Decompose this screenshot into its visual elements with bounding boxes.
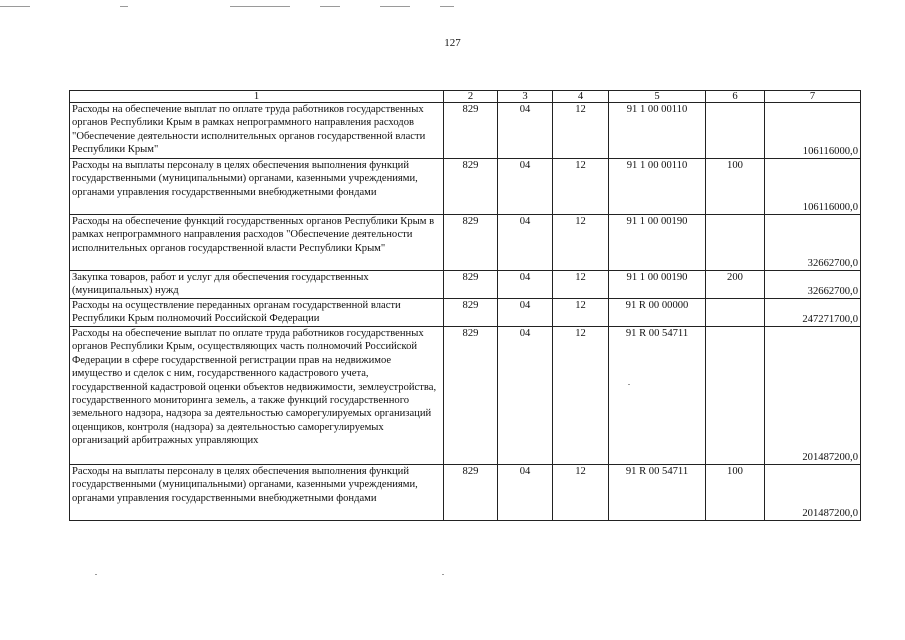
amount: 106116000,0 xyxy=(765,159,861,215)
expense-type-code xyxy=(706,103,765,159)
section-code: 04 xyxy=(498,299,553,327)
table-row xyxy=(70,159,861,215)
scan-edge-mark xyxy=(0,6,30,7)
scan-speck xyxy=(442,574,444,575)
row-description: Расходы на выплаты персоналу в целях обеспечения выполнения функций государственными (муниципальными) органами, казенными учреждениями, органами управления государственными внебюджетными фондами xyxy=(70,159,444,215)
row-description: Расходы на выплаты персоналу в целях обеспечения выполнения функций государственными (муниципальными) органами, казенными учреждениями, органами управления государственными внебюджетными фондами xyxy=(70,465,444,521)
row-description: Расходы на осуществление переданных органам государственной власти Республики Крым полномочий Российской Федерации xyxy=(70,299,444,327)
amount: 32662700,0 xyxy=(765,215,861,271)
column-header: 4 xyxy=(553,91,609,103)
section-code: 04 xyxy=(498,159,553,215)
section-code: 04 xyxy=(498,215,553,271)
column-header: 6 xyxy=(706,91,765,103)
table-row xyxy=(70,465,861,521)
target-article-code: 91 R 00 54711 xyxy=(609,327,706,465)
column-header: 7 xyxy=(765,91,861,103)
column-header: 2 xyxy=(444,91,498,103)
subsection-code: 12 xyxy=(553,465,609,521)
table-row xyxy=(70,327,861,465)
expense-type-code xyxy=(706,299,765,327)
page-number: 127 xyxy=(444,37,461,49)
subsection-code: 12 xyxy=(553,299,609,327)
scan-speck xyxy=(95,574,97,575)
row-description: Расходы на обеспечение выплат по оплате труда работников государственных органов Республики Крым в рамках непрограммного направления расходов "Обеспечение деятельности исполнительных органов государственной власти Республики Крым" xyxy=(70,103,444,159)
grbs-code: 829 xyxy=(444,465,498,521)
scan-speck xyxy=(628,384,630,385)
table-header-row xyxy=(70,91,861,103)
section-code: 04 xyxy=(498,327,553,465)
target-article-code: 91 R 00 54711 xyxy=(609,465,706,521)
subsection-code: 12 xyxy=(553,327,609,465)
expense-type-code: 100 xyxy=(706,159,765,215)
grbs-code: 829 xyxy=(444,327,498,465)
amount: 106116000,0 xyxy=(765,103,861,159)
grbs-code: 829 xyxy=(444,159,498,215)
budget-table xyxy=(69,90,861,521)
grbs-code: 829 xyxy=(444,299,498,327)
section-code: 04 xyxy=(498,465,553,521)
column-header: 3 xyxy=(498,91,553,103)
table-row xyxy=(70,299,861,327)
amount: 201487200,0 xyxy=(765,465,861,521)
target-article-code: 91 R 00 00000 xyxy=(609,299,706,327)
subsection-code: 12 xyxy=(553,215,609,271)
grbs-code: 829 xyxy=(444,103,498,159)
table-row xyxy=(70,215,861,271)
expense-type-code: 200 xyxy=(706,271,765,299)
expense-type-code xyxy=(706,215,765,271)
grbs-code: 829 xyxy=(444,271,498,299)
table-row xyxy=(70,103,861,159)
amount: 201487200,0 xyxy=(765,327,861,465)
column-header: 5 xyxy=(609,91,706,103)
amount: 32662700,0 xyxy=(765,271,861,299)
column-header: 1 xyxy=(70,91,444,103)
row-description: Закупка товаров, работ и услуг для обеспечения государственных (муниципальных) нужд xyxy=(70,271,444,299)
scan-edge-mark xyxy=(440,6,454,7)
row-description: Расходы на обеспечение функций государственных органов Республики Крым в рамках непрограммного направления расходов "Обеспечение деятельности исполнительных органов государственной власти Республики Крым" xyxy=(70,215,444,271)
subsection-code: 12 xyxy=(553,159,609,215)
scan-edge-mark xyxy=(230,6,290,7)
expense-type-code: 100 xyxy=(706,465,765,521)
expense-type-code xyxy=(706,327,765,465)
scan-edge-mark xyxy=(380,6,410,7)
scan-edge-mark xyxy=(120,6,128,7)
target-article-code: 91 1 00 00190 xyxy=(609,215,706,271)
target-article-code: 91 1 00 00190 xyxy=(609,271,706,299)
section-code: 04 xyxy=(498,271,553,299)
target-article-code: 91 1 00 00110 xyxy=(609,159,706,215)
amount: 247271700,0 xyxy=(765,299,861,327)
subsection-code: 12 xyxy=(553,271,609,299)
scan-edge-mark xyxy=(320,6,340,7)
table-row xyxy=(70,271,861,299)
grbs-code: 829 xyxy=(444,215,498,271)
section-code: 04 xyxy=(498,103,553,159)
target-article-code: 91 1 00 00110 xyxy=(609,103,706,159)
subsection-code: 12 xyxy=(553,103,609,159)
row-description: Расходы на обеспечение выплат по оплате труда работников государственных органов Республики Крым, осуществляющих часть полномочий Российской Федерации в сфере государственной регистрации прав на недвижимое имущество и сделок с ним, государственного кадастрового учета, государственной кадастровой оценки объектов недвижимости, землеустройства, государственного мониторинга земель, а также функций государственного земельного надзора, надзора за деятельностью саморегулируемых организаций оценщиков, контроля (надзора) за деятельностью саморегулируемых организаций арбитражных управляющих xyxy=(70,327,444,465)
